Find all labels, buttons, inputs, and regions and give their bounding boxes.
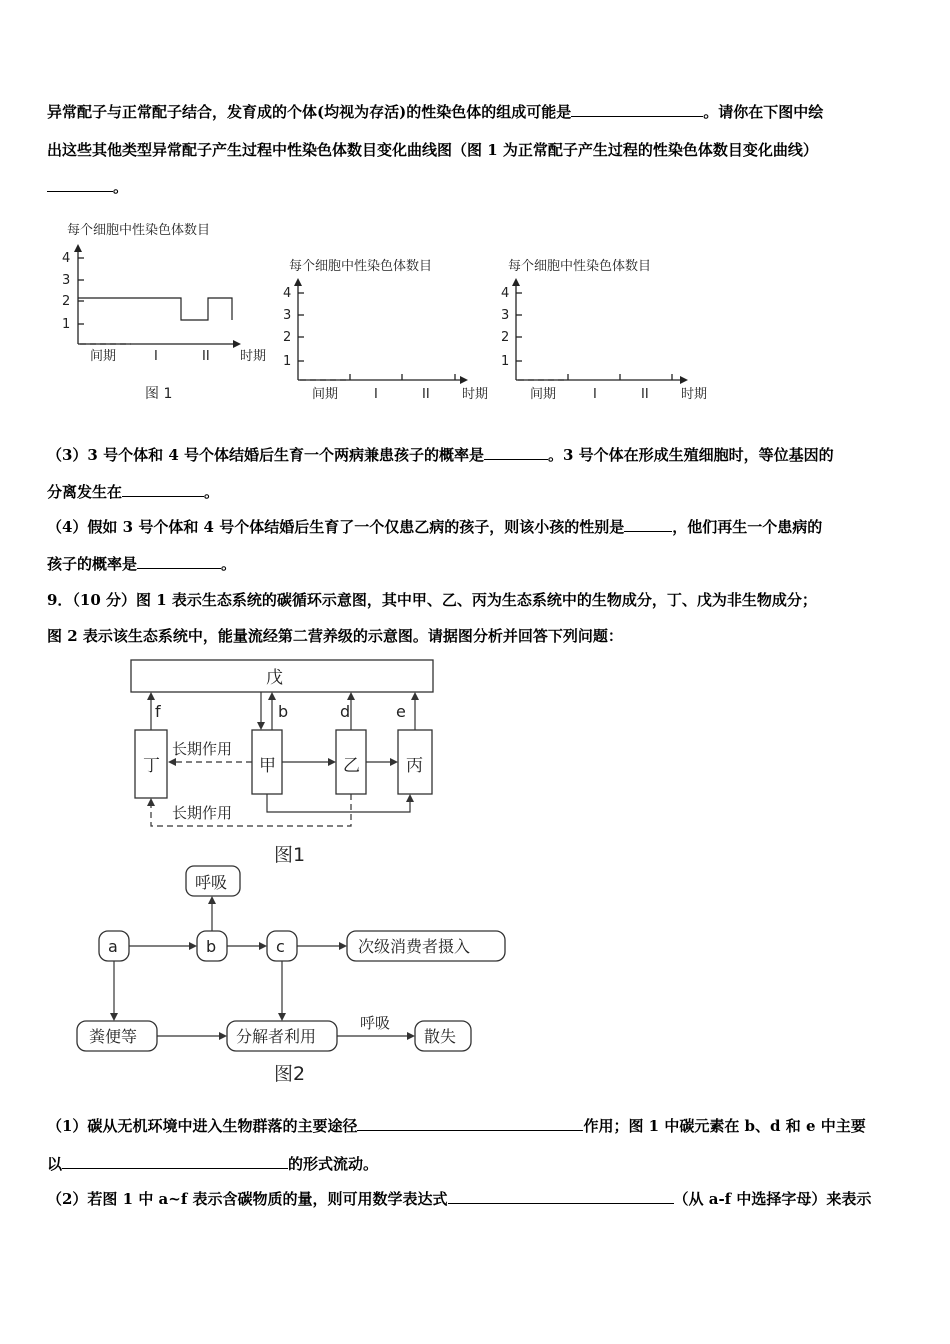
svg-text:I: I (154, 349, 158, 364)
question-4: （4）假如 3 号个体和 4 号个体结婚后生育了一个仅患乙病的孩子，则该小孩的性别是 ，他们再生一个患病的 (47, 518, 823, 536)
text-line: 以 的形式流动。 (47, 1155, 379, 1173)
text-line: 分离发生在 。 (47, 483, 220, 501)
svg-text:II: II (422, 387, 430, 402)
svg-text:长期作用: 长期作用 (172, 740, 233, 758)
node-decomposer: 分解者利用 (236, 1027, 317, 1046)
svg-text:间期: 间期 (530, 387, 557, 402)
svg-text:1: 1 (501, 354, 510, 369)
graph-ylabel: 每个细胞中性染色体数目 (67, 223, 211, 238)
text-line: 图 2 表示该生态系统中，能量流经第二营养级的示意图。请据图分析并回答下列问题： (47, 627, 623, 645)
svg-text:II: II (202, 349, 210, 364)
question-9: 9．（10 分）图 1 表示生态系统的碳循环示意图，其中甲、乙、丙为生态系统中的生物成分，丁、戊为非生物成分； (47, 591, 817, 609)
node-dissipate: 散失 (424, 1027, 457, 1046)
svg-text:4: 4 (501, 286, 510, 301)
answer-blank[interactable] (62, 1154, 288, 1169)
svg-text:时期: 时期 (240, 349, 267, 364)
box-bing: 丙 (406, 756, 423, 776)
svg-text:长期作用: 长期作用 (172, 804, 233, 822)
sub-question-1: （1）碳从无机环境中进入生物群落的主要途径 作用；图 1 中碳元素在 b、d 和 e 中主要 (47, 1117, 866, 1135)
question-3: （3）3 号个体和 4 号个体结婚后生育一个两病兼患孩子的概率是 。3 号个体在形成生殖细胞时，等位基因的 (47, 446, 834, 464)
svg-text:d: d (340, 702, 351, 721)
svg-text:2: 2 (62, 294, 71, 309)
svg-text:每个细胞中性染色体数目: 每个细胞中性染色体数目 (508, 259, 652, 274)
node-a: a (108, 937, 118, 956)
svg-text:I: I (374, 387, 378, 402)
svg-text:3: 3 (283, 308, 292, 323)
svg-text:2: 2 (283, 330, 292, 345)
svg-text:3: 3 (501, 308, 510, 323)
svg-text:1: 1 (62, 317, 71, 332)
svg-text:间期: 间期 (312, 387, 339, 402)
node-respiration: 呼吸 (195, 873, 228, 892)
node-b: b (206, 937, 217, 956)
svg-text:3: 3 (62, 273, 71, 288)
text-line: 。 (47, 177, 128, 197)
box-wu: 戊 (266, 668, 283, 688)
fig1-caption: 图1 (274, 844, 306, 866)
sub-question-2: （2）若图 1 中 a~f 表示含碳物质的量，则可用数学表达式 （从 a-f 中选择字母）来表示 (47, 1190, 872, 1208)
svg-text:时期: 时期 (462, 387, 489, 402)
fig2-caption: 图2 (274, 1063, 306, 1085)
svg-text:f: f (155, 702, 161, 721)
svg-text:b: b (278, 702, 289, 721)
svg-text:II: II (641, 387, 649, 402)
box-ding: 丁 (143, 756, 160, 776)
answer-blank[interactable] (448, 1189, 674, 1204)
svg-text:呼吸: 呼吸 (360, 1014, 391, 1032)
box-jia: 甲 (259, 756, 276, 776)
text-line: 孩子的概率是 。 (47, 555, 237, 573)
node-secondary-consumer: 次级消费者摄入 (358, 937, 471, 956)
svg-text:每个细胞中性染色体数目: 每个细胞中性染色体数目 (289, 259, 433, 274)
svg-text:间期: 间期 (90, 349, 117, 364)
svg-text:1: 1 (283, 354, 292, 369)
node-feces: 粪便等 (89, 1027, 138, 1046)
svg-text:e: e (396, 702, 406, 721)
svg-text:4: 4 (62, 251, 71, 266)
text-line: 异常配子与正常配子结合，发育成的个体(均视为存活)的性染色体的组成可能是 。请你在下图中绘 (47, 103, 824, 121)
svg-text:时期: 时期 (681, 387, 708, 402)
svg-text:I: I (593, 387, 597, 402)
box-yi: 乙 (343, 756, 360, 776)
answer-blank[interactable] (357, 1116, 583, 1131)
svg-text:4: 4 (283, 286, 292, 301)
fig1-caption: 图 1 (145, 386, 173, 402)
svg-text:2: 2 (501, 330, 510, 345)
node-c: c (276, 937, 285, 956)
text-line: 出这些其他类型异常配子产生过程中性染色体数目变化曲线图（图 1 为正常配子产生过程的性染色体数目变化曲线） (47, 141, 818, 159)
